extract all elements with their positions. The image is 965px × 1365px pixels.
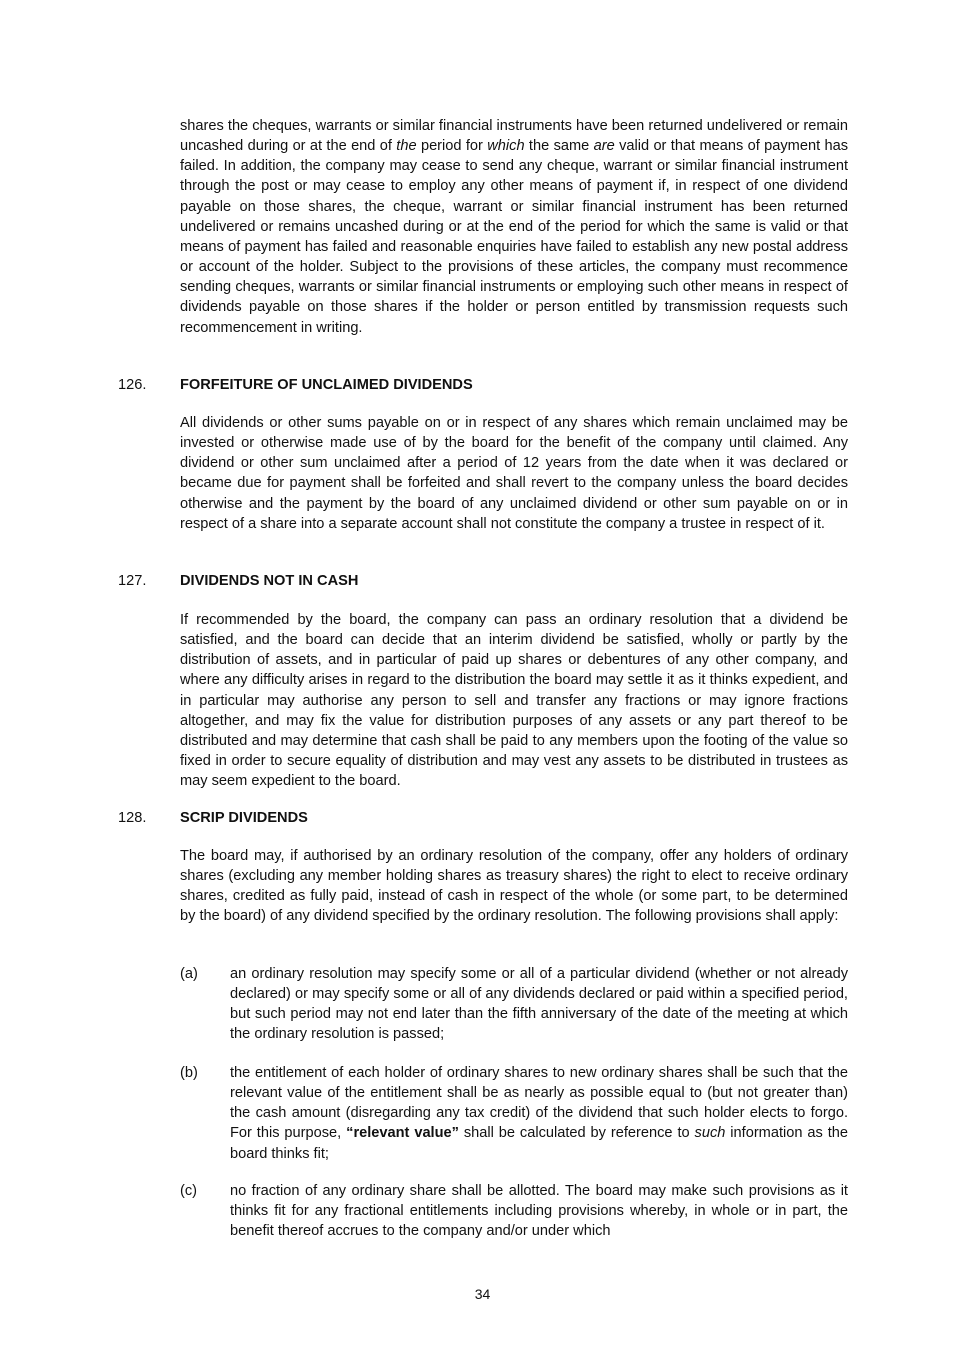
- section-128-body: The board may, if authorised by an ordinary resolution of the company, offer any holders of ordinary shares (excluding any member holding shares as treasury shares) the right to elect to receive ordinary shares, credited as fully paid, instead of cash in respect of the whole (or some part, to be determined by the board) of any dividend specified by the ordinary resolution. The following provisions shall apply:: [180, 848, 848, 925]
- item-b-text: [230, 1063, 848, 1164]
- section-126-body: All dividends or other sums payable on or in respect of any shares which remain unclaimed may be invested or otherwise made use of by the board for the benefit of the company until claimed. Any dividend or other sum unclaimed after a period of 12 years from the date when it was declared or became due for payment shall be forfeited and shall revert to the company unless the board decides otherwise and the payment by the board of any unclaimed dividend or other sum payable on or in respect of a share into a separate account shall not constitute the company a trustee in respect of it.: [180, 415, 848, 532]
- item-b-text-part-3: information as the board thinks fit;: [230, 1125, 849, 1162]
- intro-text-2: period for: [416, 138, 488, 155]
- intro-emphasis-the: the: [396, 138, 417, 155]
- item-b-label: (b): [180, 1065, 198, 1081]
- section-127-number: 127.: [118, 573, 147, 589]
- item-b-defined-term: “relevant value”: [346, 1125, 459, 1142]
- item-b-text-part-2: shall be calculated by reference to: [458, 1125, 695, 1142]
- page-number: 34: [474, 1286, 491, 1302]
- intro-text-1: shares the cheques, warrants or similar financial instruments have been returned undelivered or remain uncashed during or at the end of: [180, 118, 848, 155]
- section-127-heading: DIVIDENDS NOT IN CASH: [180, 573, 359, 589]
- section-127-body: If recommended by the board, the company can pass an ordinary resolution that a dividend be satisfied, and the board can decide that an interim dividend be satisfied, wholly or partly by the distribution of assets, and in particular of paid up shares or debentures of any other company, and where any difficulty arises in regard to the distribution the board may settle it as it thinks expedient, and in particular may authorise any person to sell and transfer any fractions or may ignore fractions altogether, and may fix the value for distribution purposes of any assets or any part thereof to be distributed and may determine that cash shall be paid to any members upon the footing of the value so fixed in order to secure equality of distribution and may vest any assets to be distributed in trustees as may seem expedient to the board.: [180, 612, 848, 790]
- item-a-label: (a): [180, 966, 198, 982]
- item-a-text: an ordinary resolution may specify some or all of a particular dividend (whether or not already declared) or may specify some or all of any dividends declared or paid within a specified period, but such period may not end later than the fifth anniversary of the date of the meeting at which the ordinary resolution is passed;: [230, 966, 848, 1043]
- section-128-number: 128.: [118, 810, 147, 826]
- intro-emphasis-which: which: [487, 138, 525, 155]
- item-b-emphasis-such: such: [694, 1125, 726, 1142]
- intro-text-4: valid or that means of payment has failed. In addition, the company may cease to send any cheque, warrant or similar financial instrument through the post or may cease to employ any other means of payment if, in respect of one dividend payable on those shares, the cheque, warrant or similar financial instrument has been returned undelivered or remains uncashed during or at the end of the period for which the same is valid or that means of payment has failed and reasonable enquiries have failed to establish any new postal address or account of the holder. Subject to the provisions of these articles, the company must recommence sending cheques, warrants or similar financial instruments or employing such other means in respect of dividends payable on those shares if the holder or person entitled by transmission requests such recommencement in writing.: [180, 138, 849, 336]
- section-126-number: 126.: [118, 377, 147, 393]
- item-b-text-part-1: the entitlement of each holder of ordinary shares to new ordinary shares shall be such that the relevant value of the entitlement shall be as nearly as possible equal to (but not greater than) the cash amount (disregarding any tax credit) of the dividend that such holder elects to forgo. For this purpose,: [230, 1065, 848, 1142]
- section-128-heading: SCRIP DIVIDENDS: [180, 810, 308, 826]
- section-126-heading: FORFEITURE OF UNCLAIMED DIVIDENDS: [180, 377, 473, 393]
- intro-emphasis-are: are: [593, 138, 615, 155]
- item-c-label: (c): [180, 1183, 198, 1199]
- intro-paragraph: [180, 116, 848, 338]
- intro-text-3: the same: [524, 138, 594, 155]
- item-c-text: no fraction of any ordinary share shall be allotted. The board may make such provisions as it thinks fit for any fractional entitlements including provisions whereby, in whole or in part, the benefit thereof accrues to the company and/or under which: [230, 1183, 848, 1240]
